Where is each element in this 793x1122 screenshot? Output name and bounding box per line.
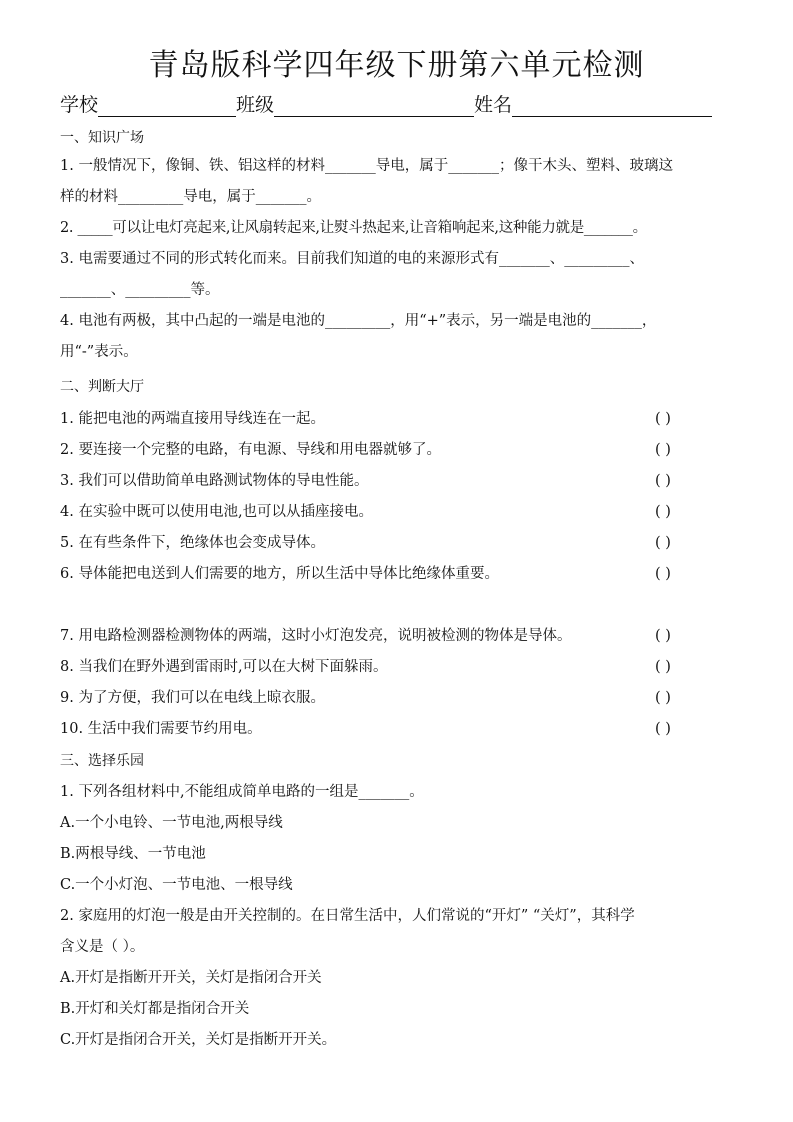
judge-item: 10. 生活中我们需要节约用电。: [60, 721, 262, 737]
answer-parens: ( ): [655, 628, 671, 644]
class-label: 班级: [236, 94, 275, 116]
question-line: 用“-”表示。: [60, 344, 138, 360]
judge-item: 6. 导体能把电送到人们需要的地方，所以生活中导体比绝缘体重要。: [60, 566, 499, 582]
answer-parens: ( ): [655, 411, 671, 427]
choice-line: A.一个小电铃、一节电池,两根导线: [60, 815, 283, 831]
judge-item: 7. 用电路检测器检测物体的两端，这时小灯泡发亮，说明被检测的物体是导体。: [60, 628, 572, 644]
name-label: 姓名: [474, 94, 513, 116]
choice-line: 2. 家庭用的灯泡一般是由开关控制的。在日常生活中，人们常说的“开灯” “关灯”，其科学: [60, 908, 635, 924]
choice-line: 1. 下列各组材料中,不能组成简单电路的一组是_______。: [60, 784, 424, 800]
answer-parens: ( ): [655, 659, 671, 675]
choice-line: A.开灯是指断开开关，关灯是指闭合开关: [60, 970, 322, 986]
answer-parens: ( ): [655, 504, 671, 520]
question-line: 3. 电需要通过不同的形式转化而来。目前我们知道的电的来源形式有_______、_________、: [60, 251, 644, 267]
judge-item: 5. 在有些条件下，绝缘体也会变成导体。: [60, 535, 325, 551]
judge-item: 8. 当我们在野外遇到雷雨时,可以在大树下面躲雨。: [60, 659, 388, 675]
section-heading: 三、选择乐园: [60, 753, 144, 769]
answer-parens: ( ): [655, 690, 671, 706]
question-line: 4. 电池有两极，其中凸起的一端是电池的_________，用“+”表示，另一端是电池的_______，: [60, 313, 657, 329]
choice-line: B.两根导线、一节电池: [60, 846, 206, 862]
page-title: 青岛版科学四年级下册第六单元检测: [148, 48, 645, 83]
judge-item: 3. 我们可以借助简单电路测试物体的导电性能。: [60, 473, 369, 489]
question-line: _______、_________等。: [60, 282, 220, 298]
judge-item: 1. 能把电池的两端直接用导线连在一起。: [60, 411, 325, 427]
section-heading: 二、判断大厅: [60, 379, 144, 395]
judge-item: 2. 要连接一个完整的电路，有电源、导线和用电器就够了。: [60, 442, 441, 458]
question-line: 样的材料_________导电，属于_______。: [60, 189, 321, 205]
choice-line: 含义是（ ）。: [60, 939, 145, 955]
choice-line: C.开灯是指闭合开关，关灯是指断开开关。: [60, 1032, 337, 1048]
school-blank: [98, 96, 236, 117]
name-blank: [512, 96, 712, 117]
class-blank: [274, 96, 474, 117]
choice-line: C.一个小灯泡、一节电池、一根导线: [60, 877, 293, 893]
answer-parens: ( ): [655, 535, 671, 551]
school-label: 学校: [60, 94, 99, 116]
answer-parens: ( ): [655, 566, 671, 582]
section-heading: 一、知识广场: [60, 130, 144, 146]
question-line: 1. 一般情况下，像铜、铁、铝这样的材料_______导电，属于_______；像干木头、塑料、玻璃这: [60, 158, 673, 174]
choice-line: B.开灯和关灯都是指闭合开关: [60, 1001, 250, 1017]
judge-item: 4. 在实验中既可以使用电池,也可以从插座接电。: [60, 504, 374, 520]
answer-parens: ( ): [655, 473, 671, 489]
answer-parens: ( ): [655, 721, 671, 737]
answer-parens: ( ): [655, 442, 671, 458]
student-info-header: [60, 90, 712, 117]
question-line: 2. _____可以让电灯亮起来,让风扇转起来,让熨斗热起来,让音箱响起来,这种能力就是_______。: [60, 220, 647, 236]
judge-item: 9. 为了方便，我们可以在电线上晾衣服。: [60, 690, 325, 706]
